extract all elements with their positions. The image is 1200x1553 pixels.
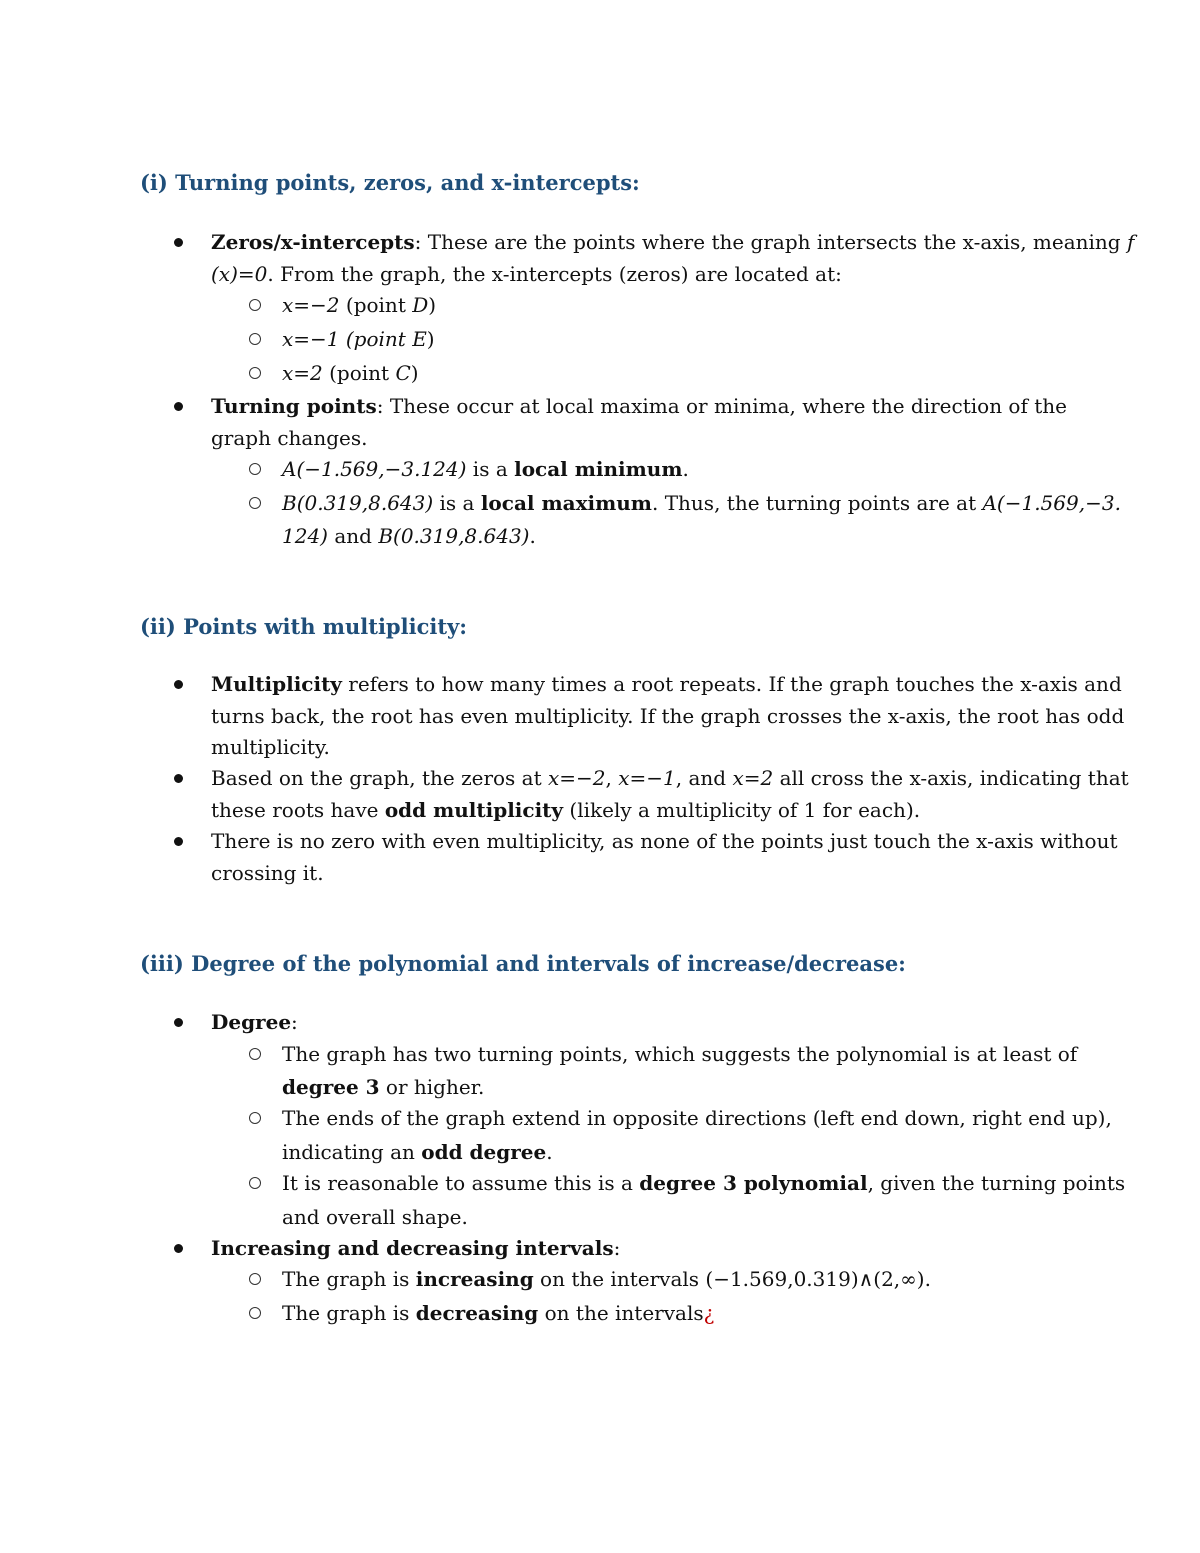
bullet-icon [174, 1244, 183, 1253]
error-mark: ¿ [703, 1301, 715, 1325]
zeros-line-1: Zeros/x-intercepts: These are the points where the graph intersects the x-axis, meaning f [211, 230, 1135, 254]
local-min-item: A(−1.569,−3.124) is a local minimum. [282, 457, 689, 481]
degree-item-1-line-2: degree 3 or higher. [282, 1075, 485, 1099]
even-multiplicity-line-1: There is no zero with even multiplicity, as none of the points just touch the x-axis without [211, 829, 1118, 853]
section-heading-2: (ii) Points with multiplicity: [140, 614, 467, 639]
bullet-icon [174, 402, 183, 411]
section-heading-1: (i) Turning points, zeros, and x-intercepts: [140, 170, 640, 195]
multiplicity-line-1: Multiplicity refers to how many times a root repeats. If the graph touches the x-axis and [211, 672, 1122, 696]
local-max-item-line-2: 124) and B(0.319,8.643). [282, 524, 536, 548]
turning-line-1: Turning points: These occur at local maxima or minima, where the direction of the [211, 394, 1067, 418]
increasing-item: The graph is increasing on the intervals (−1.569,0.319)∧(2,∞). [282, 1267, 931, 1291]
bullet-icon [174, 238, 183, 247]
multiplicity-line-3: multiplicity. [211, 735, 330, 759]
bullet-icon [174, 680, 183, 689]
sub-bullet-icon [249, 1177, 261, 1189]
odd-multiplicity-line-2: these roots have odd multiplicity (likely a multiplicity of 1 for each). [211, 798, 921, 822]
sub-bullet-icon [249, 463, 261, 475]
sub-bullet-icon [249, 497, 261, 509]
degree-item-3-line-2: and overall shape. [282, 1205, 468, 1229]
bullet-icon [174, 774, 183, 783]
local-max-item-line-1: B(0.319,8.643) is a local maximum. Thus, the turning points are at A(−1.569,−3. [282, 491, 1121, 515]
sub-bullet-icon [249, 333, 261, 345]
degree-label-line: Degree: [211, 1010, 298, 1034]
zero-item-2: x=−1 (point E) [282, 327, 435, 351]
multiplicity-line-2: turns back, the root has even multiplicity. If the graph crosses the x-axis, the root has odd [211, 704, 1125, 728]
sub-bullet-icon [249, 1112, 261, 1124]
sub-bullet-icon [249, 1307, 261, 1319]
zero-item-1: x=−2 (point D) [282, 293, 437, 317]
zero-item-3: x=2 (point C) [282, 361, 419, 385]
sub-bullet-icon [249, 1273, 261, 1285]
intervals-label-line: Increasing and decreasing intervals: [211, 1236, 621, 1260]
turning-line-2: graph changes. [211, 426, 368, 450]
sub-bullet-icon [249, 299, 261, 311]
bullet-icon [174, 837, 183, 846]
degree-item-3-line-1: It is reasonable to assume this is a degree 3 polynomial, given the turning points [282, 1171, 1126, 1195]
bullet-icon [174, 1018, 183, 1027]
even-multiplicity-line-2: crossing it. [211, 861, 324, 885]
odd-multiplicity-line-1: Based on the graph, the zeros at x=−2, x=−1, and x=2 all cross the x-axis, indicating that [211, 766, 1129, 790]
sub-bullet-icon [249, 367, 261, 379]
decreasing-item: The graph is decreasing on the intervals¿ [282, 1301, 715, 1325]
degree-item-1-line-1: The graph has two turning points, which suggests the polynomial is at least of [282, 1042, 1078, 1066]
sub-bullet-icon [249, 1048, 261, 1060]
zeros-line-2: (x)=0. From the graph, the x-intercepts (zeros) are located at: [211, 262, 842, 286]
degree-item-2-line-2: indicating an odd degree. [282, 1140, 553, 1164]
degree-item-2-line-1: The ends of the graph extend in opposite directions (left end down, right end up), [282, 1106, 1112, 1130]
section-heading-3: (iii) Degree of the polynomial and intervals of increase/decrease: [140, 951, 906, 976]
